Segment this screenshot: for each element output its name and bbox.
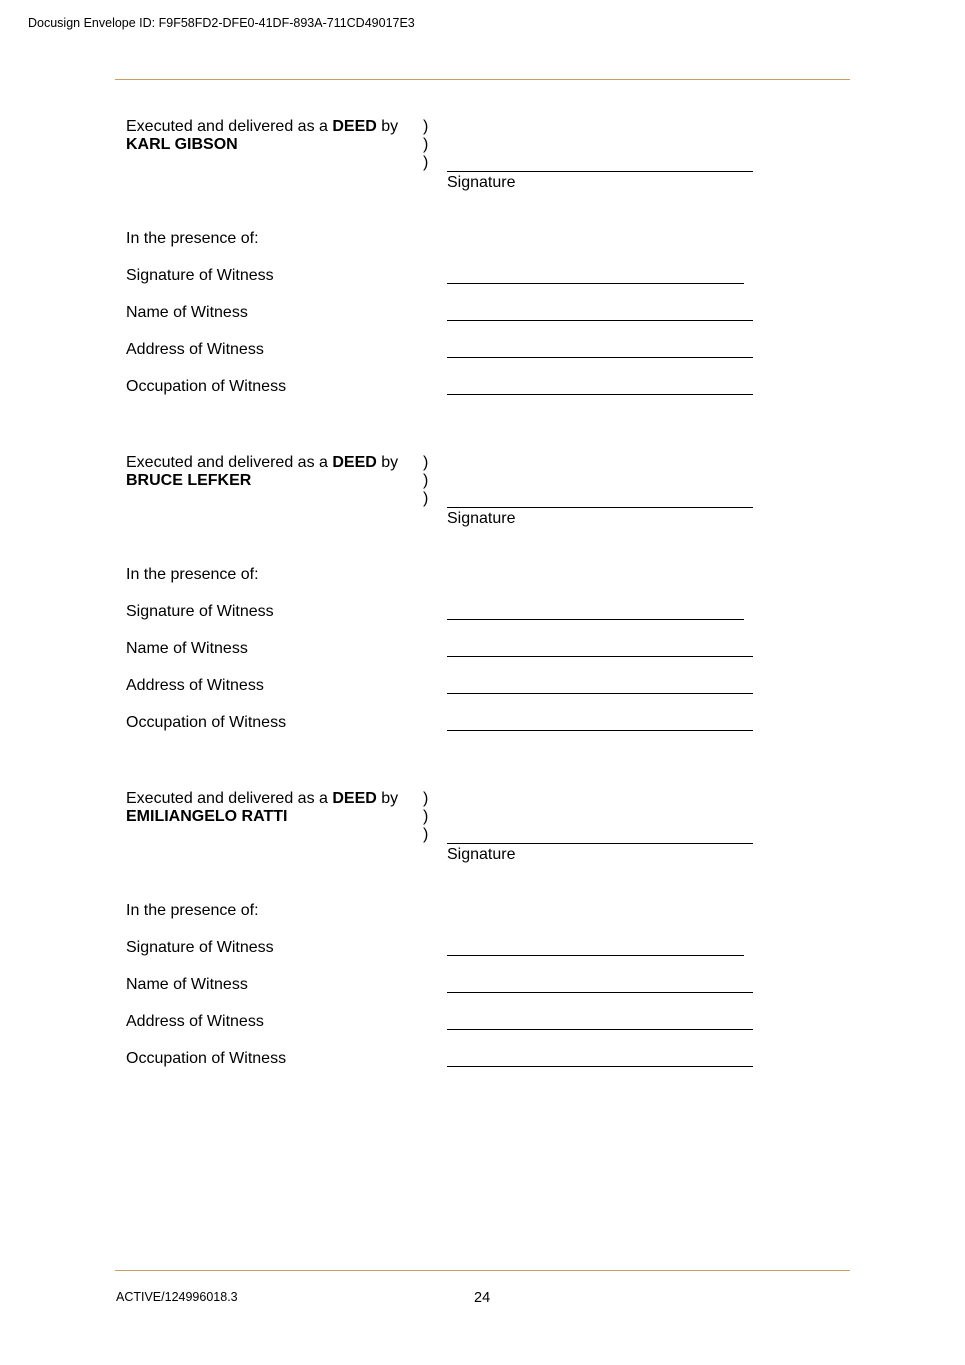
- page-number: 24: [474, 1290, 491, 1306]
- signature-line[interactable]: [447, 843, 753, 844]
- exec-prefix: Executed and delivered as a: [126, 118, 333, 135]
- signatory-name: BRUCE LEFKER: [126, 472, 252, 489]
- signatory-name: EMILIANGELO RATTI: [126, 808, 288, 825]
- exec-suffix: by: [376, 118, 399, 135]
- witness-occupation-line[interactable]: [447, 730, 753, 731]
- witness-name-line[interactable]: [447, 656, 753, 657]
- bracket: ): [423, 472, 429, 489]
- exec-suffix: by: [376, 454, 399, 471]
- signatory-name: KARL GIBSON: [126, 136, 238, 153]
- exec-suffix: by: [376, 790, 399, 807]
- witness-address-line[interactable]: [447, 1029, 753, 1030]
- witness-occupation-label: Occupation of Witness: [126, 1050, 287, 1067]
- signature-label: Signature: [447, 510, 516, 527]
- deed-word: DEED: [332, 118, 377, 135]
- witness-name-label: Name of Witness: [126, 976, 248, 993]
- footer-rule: [115, 1270, 850, 1271]
- exec-prefix: Executed and delivered as a: [126, 454, 333, 471]
- deed-block-3: [0, 790, 965, 1090]
- executed-statement: [126, 454, 398, 472]
- witness-occupation-label: Occupation of Witness: [126, 714, 287, 731]
- witness-address-line[interactable]: [447, 693, 753, 694]
- header-rule: [115, 79, 850, 80]
- bracket: ): [423, 808, 429, 825]
- document-reference: ACTIVE/124996018.3: [116, 1290, 238, 1304]
- witness-signature-line[interactable]: [447, 283, 744, 284]
- witness-address-label: Address of Witness: [126, 1013, 264, 1030]
- presence-label: In the presence of:: [126, 566, 259, 583]
- witness-occupation-line[interactable]: [447, 1066, 753, 1067]
- witness-signature-line[interactable]: [447, 619, 744, 620]
- executed-statement: [126, 790, 398, 808]
- bracket: ): [423, 136, 429, 153]
- signature-line[interactable]: [447, 171, 753, 172]
- witness-signature-line[interactable]: [447, 955, 744, 956]
- bracket: ): [423, 118, 429, 135]
- exec-prefix: Executed and delivered as a: [126, 790, 333, 807]
- signature-line[interactable]: [447, 507, 753, 508]
- bracket: ): [423, 790, 429, 807]
- deed-block-2: [0, 454, 965, 754]
- deed-word: DEED: [332, 454, 377, 471]
- witness-signature-label: Signature of Witness: [126, 603, 274, 620]
- bracket: ): [423, 454, 429, 471]
- witness-name-line[interactable]: [447, 320, 753, 321]
- bracket: ): [423, 154, 429, 171]
- witness-occupation-line[interactable]: [447, 394, 753, 395]
- signature-label: Signature: [447, 174, 516, 191]
- envelope-id: Docusign Envelope ID: F9F58FD2-DFE0-41DF-893A-711CD49017E3: [28, 16, 415, 30]
- bracket: ): [423, 826, 429, 843]
- witness-name-label: Name of Witness: [126, 304, 248, 321]
- signature-label: Signature: [447, 846, 516, 863]
- witness-occupation-label: Occupation of Witness: [126, 378, 287, 395]
- witness-address-label: Address of Witness: [126, 677, 264, 694]
- presence-label: In the presence of:: [126, 902, 259, 919]
- witness-name-label: Name of Witness: [126, 640, 248, 657]
- bracket: ): [423, 490, 429, 507]
- witness-name-line[interactable]: [447, 992, 753, 993]
- witness-address-line[interactable]: [447, 357, 753, 358]
- witness-signature-label: Signature of Witness: [126, 267, 274, 284]
- presence-label: In the presence of:: [126, 230, 259, 247]
- deed-word: DEED: [332, 790, 377, 807]
- witness-address-label: Address of Witness: [126, 341, 264, 358]
- deed-block-1: [0, 118, 965, 418]
- executed-statement: [126, 118, 398, 136]
- witness-signature-label: Signature of Witness: [126, 939, 274, 956]
